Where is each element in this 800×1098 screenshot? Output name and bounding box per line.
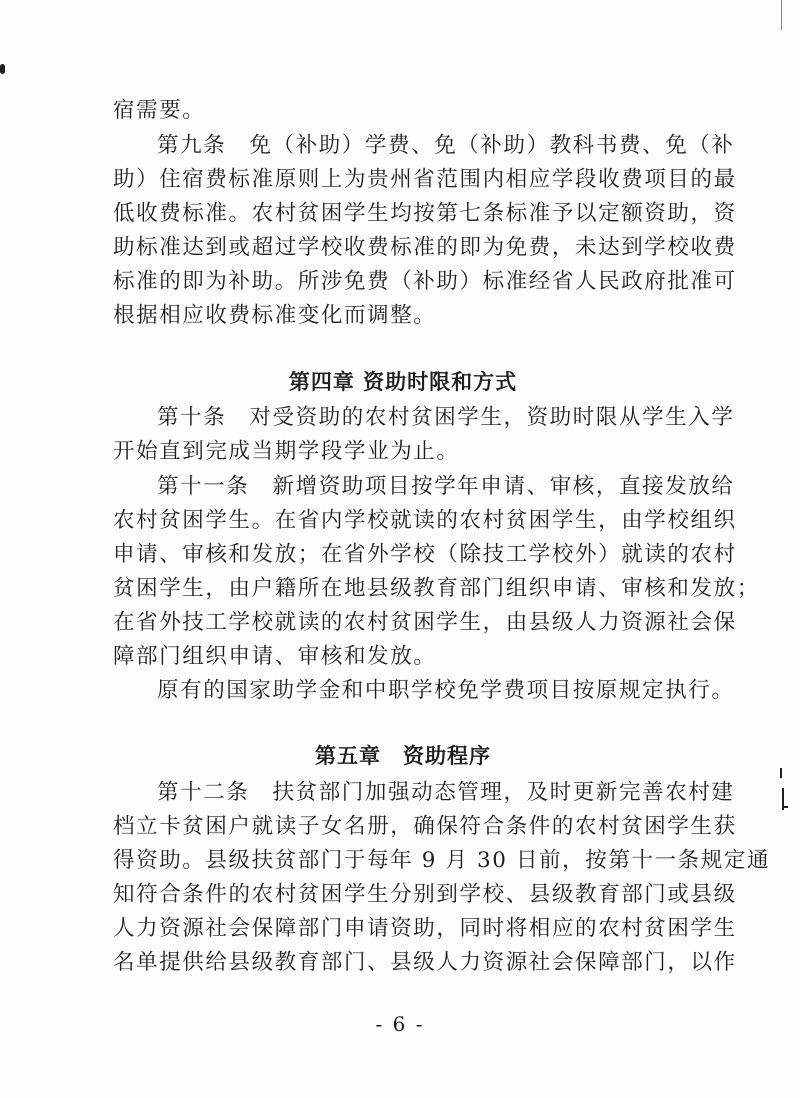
text-line: 原有的国家助学金和中职学校免学费项目按原规定执行。 (157, 678, 735, 703)
text-line: 农村贫困学生。在省内学校就读的农村贫困学生，由学校组织 (113, 508, 737, 533)
text-line: 低收费标准。农村贫困学生均按第七条标准予以定额资助，资 (113, 201, 737, 226)
text-line: 知符合条件的农村贫困学生分别到学校、县级教育部门或县级 (113, 882, 737, 907)
text-line: 障部门组织申请、审核和发放。 (113, 644, 437, 669)
scan-mark (0, 64, 5, 74)
text-line: 开始直到完成当期学段学业为止。 (113, 439, 460, 464)
text-line: 宿需要。 (113, 98, 206, 123)
article-12-line-1: 第十二条 扶贫部门加强动态管理，及时更新完善农村建 (157, 780, 735, 805)
text-line: 助标准达到或超过学校收费标准的即为免费，未达到学校收费 (113, 235, 737, 260)
scan-mark (783, 806, 788, 808)
text-line: 在省外技工学校就读的农村贫困学生，由县级人力资源社会保 (113, 610, 737, 635)
page-number: - 6 - (375, 1012, 425, 1036)
text-line: 档立卡贫困户就读子女名册，确保符合条件的农村贫困学生获 (113, 814, 737, 839)
text-line: 助）住宿费标准原则上为贵州省范围内相应学段收费项目的最 (113, 167, 737, 192)
chapter-4-heading: 第四章 资助时限和方式 (288, 370, 518, 394)
text-line: 申请、审核和发放；在省外学校（除技工学校外）就读的农村 (113, 542, 737, 567)
scan-edge-mark (781, 0, 782, 30)
text-line: 名单提供给县级教育部门、县级人力资源社会保障部门，以作 (113, 950, 737, 975)
text-line: 得资助。县级扶贫部门于每年 9 月 30 日前，按第十一条规定通 (113, 848, 771, 873)
article-10-line-1: 第十条 对受资助的农村贫困学生，资助时限从学生入学 (157, 405, 735, 430)
text-line: 根据相应收费标准变化而调整。 (113, 303, 437, 328)
text-line: 贫困学生，由户籍所在地县级教育部门组织申请、审核和发放； (113, 576, 760, 601)
text-line: 人力资源社会保障部门申请资助，同时将相应的农村贫困学生 (113, 916, 737, 941)
scan-mark (780, 768, 782, 778)
chapter-5-heading: 第五章 资助程序 (315, 744, 491, 768)
article-11-line-1: 第十一条 新增资助项目按学年申请、审核，直接发放给 (157, 474, 735, 499)
article-9-line-1: 第九条 免（补助）学费、免（补助）教科书费、免（补 (157, 133, 735, 158)
text-line: 标准的即为补助。所涉免费（补助）标准经省人民政府批准可 (113, 269, 737, 294)
